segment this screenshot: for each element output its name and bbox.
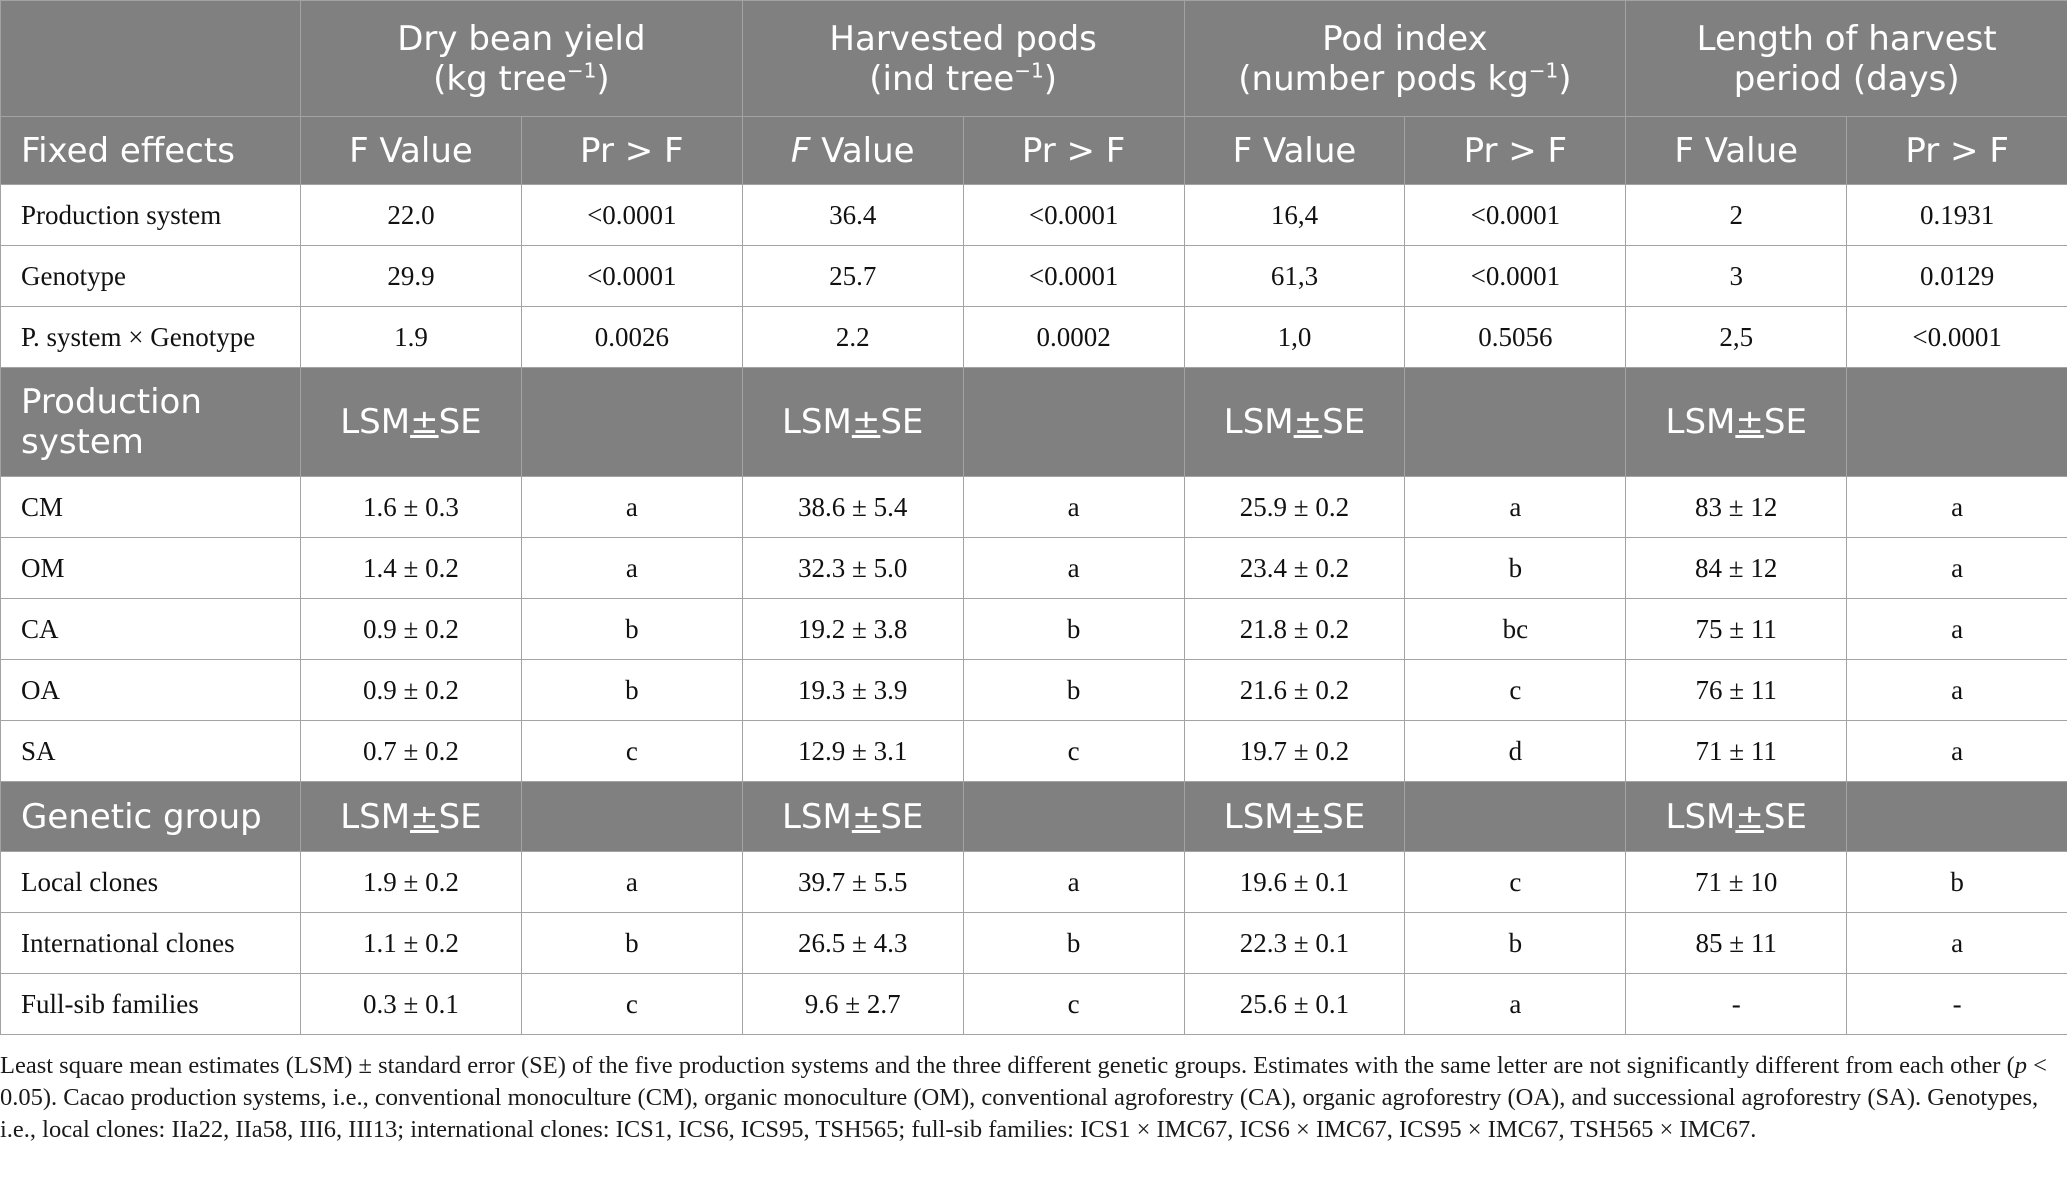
table-cell: 39.7 ± 5.5 (742, 852, 963, 913)
table-cell: 23.4 ± 0.2 (1184, 538, 1405, 599)
row-label: Genotype (1, 246, 301, 307)
col-pr-f: Pr > F (963, 117, 1184, 185)
table-cell: c (521, 974, 742, 1035)
table-cell: 32.3 ± 5.0 (742, 538, 963, 599)
row-label: Full-sib families (1, 974, 301, 1035)
table-cell: 19.6 ± 0.1 (1184, 852, 1405, 913)
table-cell: 22.0 (301, 185, 522, 246)
header-measure-line2: period (days) (1733, 58, 1960, 99)
table-cell: a (521, 477, 742, 538)
row-label: P. system × Genotype (1, 307, 301, 368)
production-system-row (1, 599, 2067, 660)
table-cell: 0.9 ± 0.2 (301, 599, 522, 660)
table-cell: 2,5 (1626, 307, 1847, 368)
table-cell: 21.8 ± 0.2 (1184, 599, 1405, 660)
header-unit-text: (kg tree (433, 58, 567, 99)
table-cell: 36.4 (742, 185, 963, 246)
table-cell: 1.9 ± 0.2 (301, 852, 522, 913)
col-f-value: F Value (301, 117, 522, 185)
lsm-se-header (742, 368, 963, 477)
header-measure-line1: Length of harvest (1696, 18, 1997, 59)
table-cell: b (963, 660, 1184, 721)
table-cell: b (1405, 538, 1626, 599)
table-cell: bc (1405, 599, 1626, 660)
table-cell: b (963, 599, 1184, 660)
header-harvested-pods (742, 1, 1184, 117)
table-cell: a (521, 852, 742, 913)
fixed-effects-body (1, 185, 2067, 368)
se-label: SE (1322, 796, 1366, 837)
footnote-text-part2: < 0.05). Cacao production systems, i.e., conventional monoculture (CM), organic monoculture (OM), conventional agroforestry (CA), organic agroforestry (OA), and successional agroforestry (SA). Genotypes, i.e., local clones: IIa22, IIa58, III6, III13; international clones: ICS1, ICS6, ICS95, TSH565; full-sib families: ICS1 × IMC67, ICS6 × IMC67, ICS95 × IMC67, TSH565 × IMC67. (0, 1052, 2047, 1143)
table-cell: <0.0001 (521, 246, 742, 307)
table-cell: c (1405, 852, 1626, 913)
table-cell: 0.0002 (963, 307, 1184, 368)
row-label: OA (1, 660, 301, 721)
table-cell: 22.3 ± 0.1 (1184, 913, 1405, 974)
table-cell: a (1847, 538, 2067, 599)
table-cell: 1.6 ± 0.3 (301, 477, 522, 538)
table-cell: a (1847, 477, 2067, 538)
genetic-group-header-row (1, 782, 2067, 852)
fixed-effects-title: Fixed effects (1, 117, 301, 185)
plus-minus-symbol: ± (851, 402, 881, 442)
header-corner-cell (1, 1, 301, 117)
empty-header-cell (521, 368, 742, 477)
production-system-row (1, 721, 2067, 782)
table-cell: b (521, 660, 742, 721)
measure-header-row (1, 1, 2067, 117)
lsm-label: LSM (340, 796, 411, 837)
header-unit-close: ) (596, 58, 610, 99)
table-footnote (0, 1050, 2062, 1146)
se-label: SE (880, 796, 924, 837)
production-system-body (1, 477, 2067, 782)
lsm-label: LSM (781, 402, 852, 442)
se-label: SE (1322, 402, 1366, 442)
lsm-se-header (301, 782, 522, 852)
table-cell: 2 (1626, 185, 1847, 246)
empty-header-cell (1847, 368, 2067, 477)
f-italic-letter: F (790, 130, 811, 171)
fixed-effects-row (1, 307, 2067, 368)
plus-minus-symbol: ± (1293, 796, 1323, 837)
empty-header-cell (1405, 368, 1626, 477)
row-label: CM (1, 477, 301, 538)
header-unit-text: (number pods kg (1238, 58, 1529, 99)
table-cell: a (963, 538, 1184, 599)
lsm-se-header (301, 368, 522, 477)
table-cell: d (1405, 721, 1626, 782)
header-measure-line2 (1185, 59, 1626, 99)
table-cell: 25.7 (742, 246, 963, 307)
table-cell: 71 ± 11 (1626, 721, 1847, 782)
col-pr-f: Pr > F (521, 117, 742, 185)
header-unit-close: ) (1043, 58, 1058, 99)
header-unit-exponent: −1 (1014, 58, 1044, 83)
table-cell: 71 ± 10 (1626, 852, 1847, 913)
table-cell: 85 ± 11 (1626, 913, 1847, 974)
table-cell: a (521, 538, 742, 599)
lsm-label: LSM (781, 796, 852, 837)
empty-header-cell (1847, 782, 2067, 852)
genetic-group-title: Genetic group (1, 782, 301, 852)
row-label: International clones (1, 913, 301, 974)
empty-header-cell (521, 782, 742, 852)
table-cell: 61,3 (1184, 246, 1405, 307)
table-cell: 38.6 ± 5.4 (742, 477, 963, 538)
table-cell: 25.9 ± 0.2 (1184, 477, 1405, 538)
table-cell: - (1626, 974, 1847, 1035)
table-cell: - (1847, 974, 2067, 1035)
row-label: SA (1, 721, 301, 782)
table-cell: 0.3 ± 0.1 (301, 974, 522, 1035)
empty-header-cell (963, 782, 1184, 852)
table-cell: a (1405, 477, 1626, 538)
table-cell: b (521, 599, 742, 660)
lsm-label: LSM (1223, 402, 1294, 442)
col-f-value: F Value (1184, 117, 1405, 185)
table-cell: 0.7 ± 0.2 (301, 721, 522, 782)
header-unit-close: ) (1558, 58, 1572, 99)
header-measure-line2 (301, 59, 742, 99)
table-cell: 12.9 ± 3.1 (742, 721, 963, 782)
table-cell: b (521, 913, 742, 974)
plus-minus-symbol: ± (851, 796, 881, 837)
lsm-label: LSM (1665, 402, 1736, 442)
table-cell: c (963, 974, 1184, 1035)
table-cell: 75 ± 11 (1626, 599, 1847, 660)
genetic-group-row (1, 852, 2067, 913)
table-cell: 76 ± 11 (1626, 660, 1847, 721)
row-label: Local clones (1, 852, 301, 913)
table-cell: 0.1931 (1847, 185, 2067, 246)
footnote-text-part1: Least square mean estimates (LSM) ± standard error (SE) of the five production systems and the three different genetic groups. Estimates with the same letter are not significantly different from each other ( (0, 1052, 2015, 1079)
table-cell: c (521, 721, 742, 782)
se-label: SE (1763, 402, 1807, 442)
table-cell: 0.5056 (1405, 307, 1626, 368)
table-cell: 1.1 ± 0.2 (301, 913, 522, 974)
table-cell: 0.0026 (521, 307, 742, 368)
table-cell: 1.9 (301, 307, 522, 368)
plus-minus-symbol: ± (410, 402, 439, 442)
table-cell: <0.0001 (1847, 307, 2067, 368)
header-measure-line1: Dry bean yield (397, 18, 646, 59)
col-pr-f: Pr > F (1405, 117, 1626, 185)
table-cell: b (963, 913, 1184, 974)
genetic-group-body (1, 852, 2067, 1035)
lsm-se-header (1626, 368, 1847, 477)
empty-header-cell (1405, 782, 1626, 852)
row-label: OM (1, 538, 301, 599)
header-measure-line1: Pod index (1322, 18, 1488, 59)
production-system-row (1, 538, 2067, 599)
table-cell: 9.6 ± 2.7 (742, 974, 963, 1035)
table-cell: <0.0001 (963, 246, 1184, 307)
table-cell: 26.5 ± 4.3 (742, 913, 963, 974)
table-cell: 16,4 (1184, 185, 1405, 246)
table-cell: <0.0001 (521, 185, 742, 246)
table-cell: 19.2 ± 3.8 (742, 599, 963, 660)
lsm-label: LSM (1665, 796, 1736, 837)
header-measure-line1: Harvested pods (829, 18, 1097, 59)
genetic-group-row (1, 913, 2067, 974)
table-cell: a (1847, 913, 2067, 974)
table-cell: 1.4 ± 0.2 (301, 538, 522, 599)
se-label: SE (1763, 796, 1807, 837)
fixed-effects-header-row (1, 117, 2067, 185)
table-cell: 3 (1626, 246, 1847, 307)
table-cell: 25.6 ± 0.1 (1184, 974, 1405, 1035)
plus-minus-symbol: ± (410, 796, 439, 837)
production-system-title-line2: system (21, 422, 144, 462)
col-f-value: F Value (1626, 117, 1847, 185)
table-cell: 2.2 (742, 307, 963, 368)
production-system-header-row (1, 368, 2067, 477)
empty-header-cell (963, 368, 1184, 477)
col-pr-f: Pr > F (1847, 117, 2067, 185)
table-cell: <0.0001 (1405, 185, 1626, 246)
plus-minus-symbol: ± (1735, 796, 1764, 837)
table-cell: b (1405, 913, 1626, 974)
table-cell: a (1847, 599, 2067, 660)
header-unit-exponent: −1 (1528, 58, 1559, 83)
production-system-title-line1: Production (21, 382, 202, 422)
lsm-se-header (1184, 782, 1405, 852)
fixed-effects-row (1, 185, 2067, 246)
header-length-of-harvest (1626, 1, 2067, 117)
row-label: CA (1, 599, 301, 660)
table-cell: 0.0129 (1847, 246, 2067, 307)
header-dry-bean-yield (301, 1, 743, 117)
fixed-effects-row (1, 246, 2067, 307)
table-cell: 1,0 (1184, 307, 1405, 368)
lsm-se-header (1184, 368, 1405, 477)
header-measure-line2 (743, 59, 1184, 99)
header-pod-index (1184, 1, 1626, 117)
lsm-label: LSM (1223, 796, 1294, 837)
col-f-value-italic (742, 117, 963, 185)
table-cell: 29.9 (301, 246, 522, 307)
table-cell: 21.6 ± 0.2 (1184, 660, 1405, 721)
table-cell: a (963, 852, 1184, 913)
genetic-group-row (1, 974, 2067, 1035)
table-cell: c (1405, 660, 1626, 721)
se-label: SE (438, 796, 482, 837)
table-cell: 83 ± 12 (1626, 477, 1847, 538)
lsm-label: LSM (340, 402, 411, 442)
table-cell: a (1847, 660, 2067, 721)
production-system-row (1, 660, 2067, 721)
header-unit-text: (ind tree (869, 58, 1015, 99)
table-cell: 19.3 ± 3.9 (742, 660, 963, 721)
table-cell: a (1847, 721, 2067, 782)
row-label: Production system (1, 185, 301, 246)
table-cell: c (963, 721, 1184, 782)
production-system-title (1, 368, 301, 477)
header-unit-exponent: −1 (566, 58, 597, 83)
table-cell: a (963, 477, 1184, 538)
se-label: SE (880, 402, 924, 442)
plus-minus-symbol: ± (1735, 402, 1764, 442)
table-cell: b (1847, 852, 2067, 913)
table-cell: 84 ± 12 (1626, 538, 1847, 599)
table-cell: <0.0001 (963, 185, 1184, 246)
se-label: SE (438, 402, 482, 442)
lsm-se-header (742, 782, 963, 852)
plus-minus-symbol: ± (1293, 402, 1323, 442)
table-cell: 0.9 ± 0.2 (301, 660, 522, 721)
table-cell: 19.7 ± 0.2 (1184, 721, 1405, 782)
lsm-se-header (1626, 782, 1847, 852)
production-system-row (1, 477, 2067, 538)
f-value-rest: Value (810, 130, 915, 171)
table-cell: a (1405, 974, 1626, 1035)
table-cell: <0.0001 (1405, 246, 1626, 307)
footnote-p-symbol: p (2014, 1052, 2028, 1079)
